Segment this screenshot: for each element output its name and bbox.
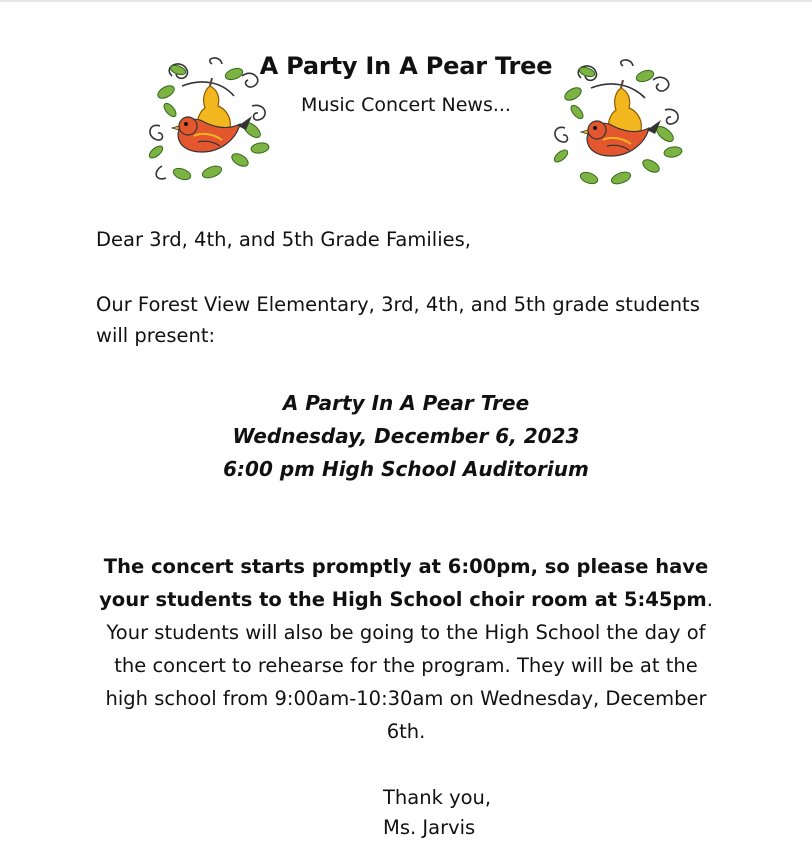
intro-paragraph: Our Forest View Elementary, 3rd, 4th, and 5th grade students will present: (96, 293, 700, 347)
notice-details: . Your students will also be going to the High School the day of the concert to rehearse for the program. They will be at the high school from 9:00am-10:30am on Wednesday, December 6th. (105, 588, 713, 743)
letter-subtitle: Music Concert News... (301, 94, 511, 116)
letter-title: A Party In A Pear Tree (259, 52, 553, 80)
notice-emphasis: The concert starts promptly at 6:00pm, so please have your students to the High School choir room at 5:45pm (99, 555, 709, 611)
top-divider (0, 0, 812, 2)
signer-name: Ms. Jarvis (383, 816, 476, 839)
concert-notice (92, 550, 720, 748)
letter-header (0, 50, 812, 200)
event-name: A Party In A Pear Tree (282, 391, 530, 415)
signoff (383, 783, 491, 843)
partridge-pear-icon (545, 58, 695, 190)
closing-line: Thank you, (383, 786, 492, 809)
greeting: Dear 3rd, 4th, and 5th Grade Families, (96, 228, 471, 251)
event-date: Wednesday, December 6, 2023 (232, 424, 580, 448)
event-time-place: 6:00 pm High School Auditorium (223, 457, 589, 481)
